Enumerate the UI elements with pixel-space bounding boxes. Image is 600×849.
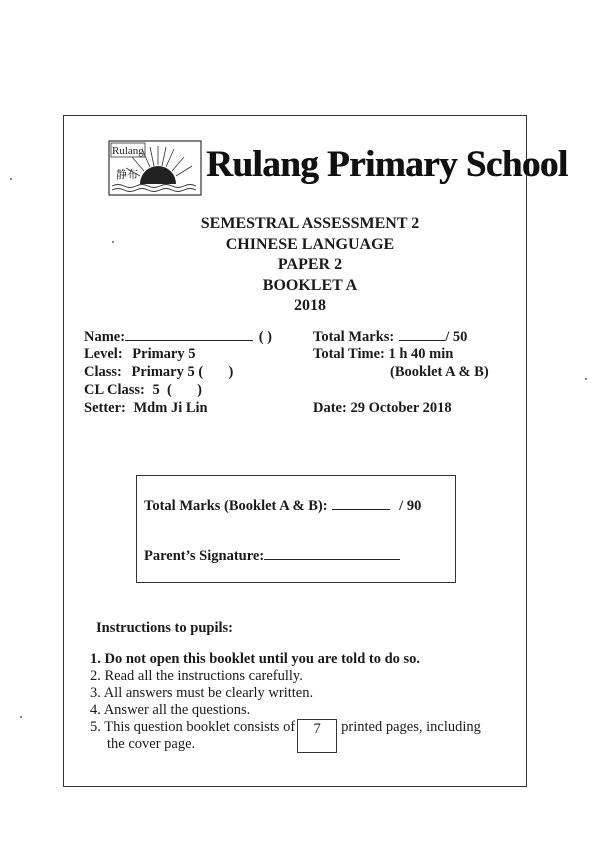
subject: CHINESE LANGUAGE <box>225 235 395 253</box>
setter-row <box>84 400 208 417</box>
year: 2018 <box>294 297 326 314</box>
cl-class-label: CL Class: <box>84 382 145 398</box>
instruction-item: 2. Read all the instructions carefully. <box>90 668 303 684</box>
date-label: Date: <box>313 400 347 416</box>
grand-total-label: Total Marks (Booklet A & B): <box>144 498 328 514</box>
school-name: Rulang Primary School <box>206 144 568 185</box>
name-blank[interactable] <box>125 328 253 341</box>
exam-title-block <box>100 214 520 317</box>
signature-row <box>144 547 400 565</box>
cl-class-row <box>84 382 202 399</box>
signature-blank[interactable] <box>264 547 400 560</box>
instruction-item: 1. Do not open this booklet until you are told to do so. <box>90 651 421 667</box>
level-label: Level: <box>84 346 123 362</box>
instruction-item-cont: the cover page. <box>107 736 196 752</box>
name-label: Name: <box>84 329 126 345</box>
level-value: Primary 5 <box>132 346 196 362</box>
instruction-item: 4. Answer all the questions. <box>90 702 251 718</box>
total-time-value: 1 h 40 min <box>388 346 454 362</box>
instruction-item: 3. All answers must be clearly written. <box>90 685 314 701</box>
class-row <box>84 364 233 381</box>
class-label: Class: <box>84 364 122 380</box>
register-number-paren: ( ) <box>258 329 272 345</box>
exam-title: SEMESTRAL ASSESSMENT 2 <box>200 215 420 232</box>
marks-signature-box <box>136 475 456 583</box>
grand-total-blank[interactable] <box>332 497 390 510</box>
booklet: BOOKLET A <box>262 276 358 294</box>
total-time-label: Total Time: <box>313 346 385 362</box>
instruction-pages-post: printed pages, including <box>341 719 481 735</box>
cl-class-value: 5 ( ) <box>152 382 203 398</box>
grand-total-row <box>144 497 421 515</box>
instructions-list <box>90 651 481 753</box>
setter-label: Setter: <box>84 400 126 416</box>
total-marks-label: Total Marks: <box>313 329 395 345</box>
logo-text: Rulang <box>112 145 144 157</box>
page-count-box: 7 <box>297 719 337 753</box>
setter-value: Mdm Ji Lin <box>133 400 208 416</box>
level-row <box>84 346 196 363</box>
instructions-title: Instructions to pupils: <box>96 620 233 636</box>
booklet-note: (Booklet A & B) <box>390 364 489 380</box>
class-value: Primary 5 ( ) <box>131 364 234 380</box>
svg-text:静布: 静布 <box>116 168 138 181</box>
date-value: 29 October 2018 <box>350 400 452 416</box>
name-row <box>84 328 272 346</box>
total-marks-blank[interactable] <box>399 328 445 341</box>
total-marks-row <box>313 328 467 346</box>
total-marks-value: / 50 <box>445 329 468 345</box>
scan-speck <box>585 378 587 380</box>
date-row <box>313 400 452 417</box>
signature-label: Parent’s Signature: <box>144 548 265 564</box>
school-logo <box>108 140 202 196</box>
instruction-pages-pre: 5. This question booklet consists of <box>90 719 296 735</box>
scan-speck <box>20 716 22 718</box>
grand-total-value: / 90 <box>399 498 422 514</box>
scan-speck <box>112 241 114 243</box>
paper: PAPER 2 <box>277 256 343 273</box>
scan-speck <box>10 178 12 180</box>
total-time-row <box>313 346 453 363</box>
